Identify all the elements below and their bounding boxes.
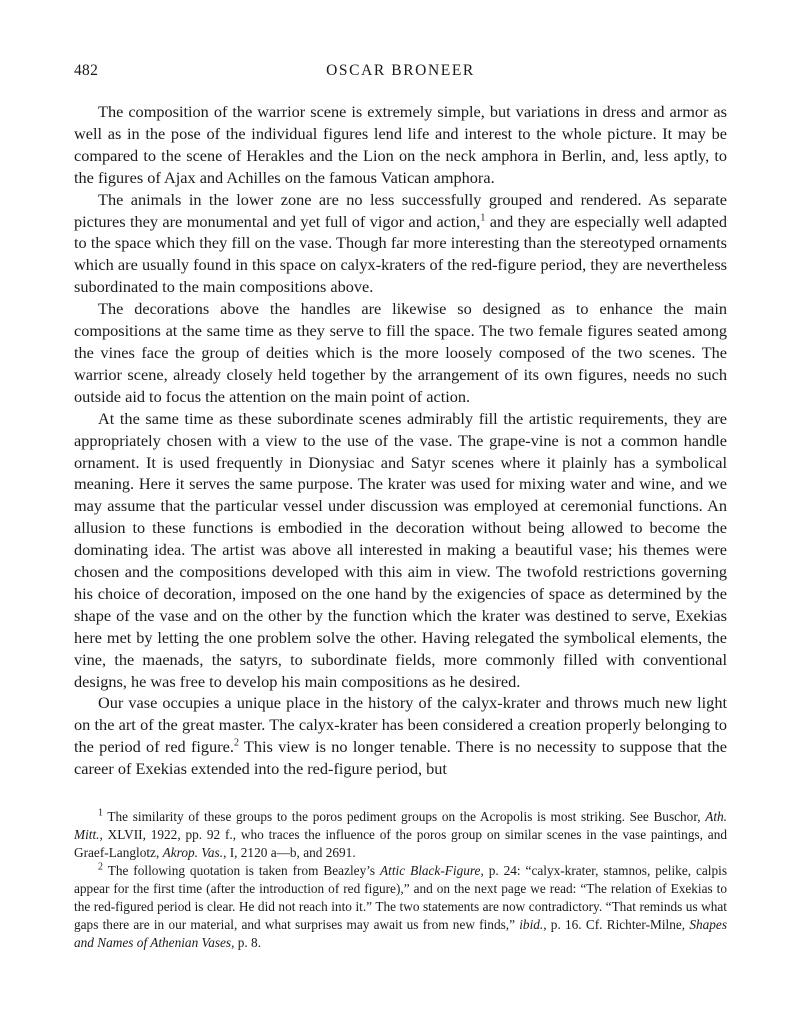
- footnote-ref-1[interactable]: 1: [480, 212, 486, 224]
- footnote-2-mark: 2: [98, 861, 103, 873]
- footnote-1-text-b: , XLVII, 1922, pp. 92 f., who traces the influence of the poros group on similar scenes in the vase paintings, and Graef-Langlotz,: [74, 827, 727, 860]
- footnote-2-text-d: , p. 8.: [231, 935, 262, 950]
- footnote-1-mark: 1: [98, 807, 103, 819]
- paragraph-1: The composition of the warrior scene is extremely simple, but variations in dress and armor as well as in the pose of the individual figures lend life and interest to the whole picture. It may be compared to the scene of Herakles and the Lion on the neck amphora in Berlin, and, less aptly, to the figures of Ajax and Achilles on the famous Vatican amphora.: [74, 102, 727, 187]
- footnote-2-text-c: , p. 16. Cf. Richter-Milne,: [543, 917, 690, 932]
- paragraph-5: [74, 692, 727, 780]
- paragraph-2: [74, 189, 727, 299]
- footnote-2-book-title-2: Shapes and Names of Athenian Vases: [74, 917, 727, 950]
- footnote-1-text-c: , I, 2120 a—b, and 2691.: [223, 845, 356, 860]
- footnote-2-book-title: Attic Black-Figure: [380, 863, 481, 878]
- page-number: 482: [74, 62, 99, 79]
- footnote-2-ibid: ibid.: [519, 917, 544, 932]
- paragraph-5-text-a: Our vase occupies a unique place in the history of the calyx-krater and throws much new light on the art of the great master. The calyx-krater has been considered a creation properly belonging to the period of red figure.: [74, 693, 727, 757]
- footnote-ref-2[interactable]: 2: [233, 737, 239, 749]
- paragraph-2-text-a: The animals in the lower zone are no less successfully grouped and rendered. As separate pictures they are monumental and yet full of vigor and action,: [74, 189, 727, 231]
- footnote-1-catalog-title: Akrop. Vas.: [162, 845, 224, 860]
- footnote-1: [74, 808, 727, 862]
- body-text: [74, 101, 727, 780]
- footnote-2-text-a: The following quotation is taken from Beazley’s: [103, 863, 381, 878]
- running-head: OSCAR BRONEER: [326, 62, 475, 79]
- footnote-2: [74, 862, 727, 952]
- paragraph-5-text-b: This view is no longer tenable. There is no necessity to suppose that the career of Exekias extended into the red-figure period, but: [74, 737, 727, 779]
- paragraph-3: The decorations above the handles are likewise so designed as to enhance the main compositions at the same time as they serve to fill the space. The two female figures seated among the vines face the group of deities which is the more loosely composed of the two scenes. The warrior scene, already closely held together by the arrangement of its own figures, needs no such outside aid to focus the attention on the main point of action.: [74, 299, 727, 406]
- footnote-1-text-a: The similarity of these groups to the poros pediment groups on the Acropolis is most striking. See Buschor,: [103, 809, 706, 824]
- page-header: [74, 62, 727, 86]
- paragraph-4: At the same time as these subordinate scenes admirably fill the artistic requirements, they are appropriately chosen with a view to the use of the vase. The grape-vine is not a common handle ornament. It is used frequently in Dionysiac and Satyr scenes where it plainly has a symbolical meaning. Here it serves the same purpose. The krater was used for mixing water and wine, and we may assume that the particular vessel under discussion was employed at ceremonial functions. An allusion to these functions is embodied in the decoration without being allowed to become the dominating idea. The artist was above all interested in making a beautiful vase; his themes were chosen and the compositions developed with this aim in view. The twofold restrictions governing his choice of decoration, imposed on the one hand by the exigencies of space as determined by the shape of the vase and on the other by the function which the krater was destined to serve, Exekias here met by letting the one problem solve the other. Having relegated the symbolical elements, the vine, the maenads, the satyrs, to subordinate fields, more commonly filled with conventional designs, he was free to develop his main compositions as he desired.: [74, 408, 727, 691]
- paragraph-2-text-b: and they are especially well adapted to the space which they fill on the vase. Though far more interesting than the stereotyped ornaments which are usually found in this space on calyx-kraters of the red-figure period, they are nevertheless subordinated to the main compositions above.: [74, 211, 727, 297]
- footnotes: [74, 808, 727, 952]
- footnote-2-text-b: , p. 24: “calyx-krater, stamnos, pelike, calpis appear for the first time (after the introduction of red figure),” and on the next page we read: “The relation of Exekias to the red-figured period is clear. He did not reach into it.” The two statements are now contradictory. “That reminds us what gaps there are in our material, and what surprises may await us from new finds,”: [74, 863, 728, 932]
- footnote-1-journal-title: Ath. Mitt.: [74, 809, 727, 842]
